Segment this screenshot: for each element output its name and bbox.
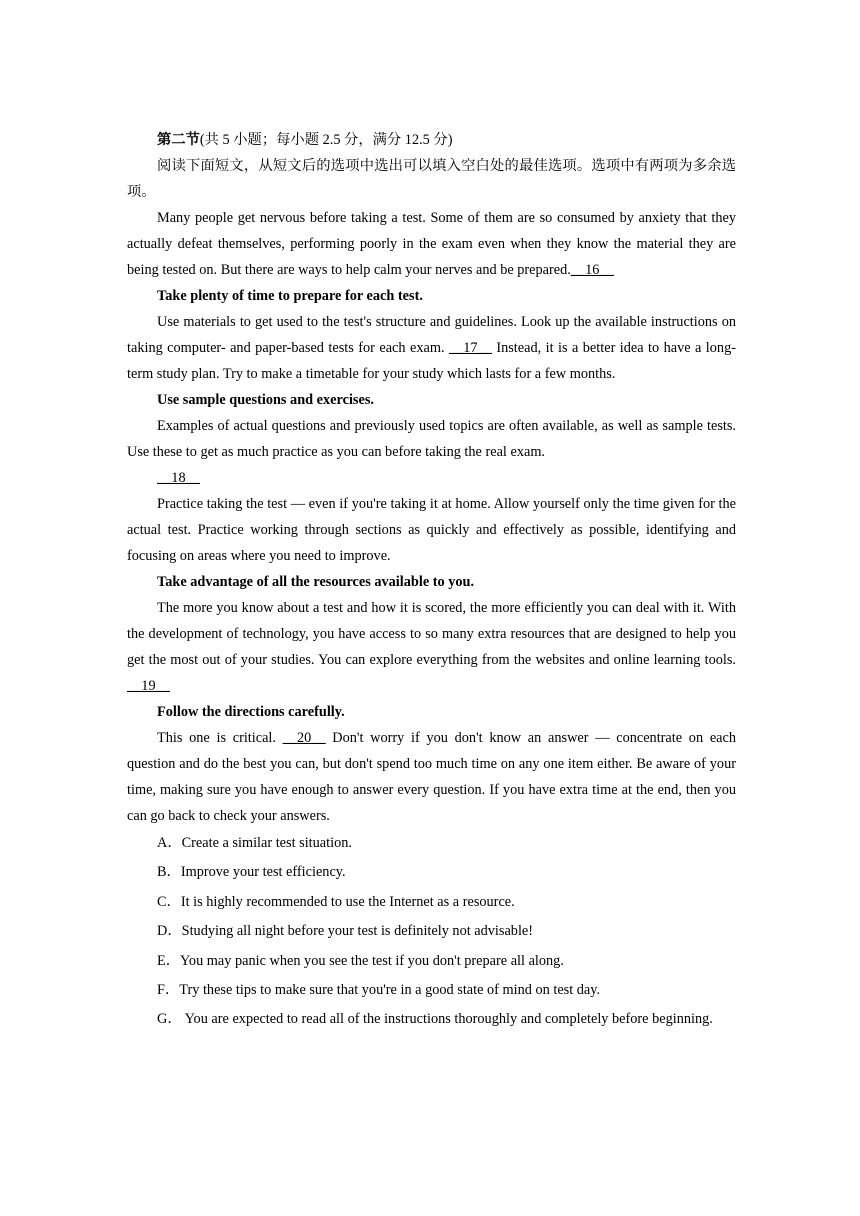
- section-directions: 阅读下面短文，从短文后的选项中选出可以填入空白处的最佳选项。选项中有两项为多余选项。: [127, 158, 736, 200]
- paragraph-2-text-a: Use materials to get used to the test's structure and guidelines. Look up the available instructions on taking computer- and paper-based tests for each exam.: [127, 314, 736, 356]
- blank-19: __19__: [127, 678, 170, 694]
- passage-paragraph-6: [127, 725, 736, 829]
- option-e: E．You may panic when you see the test if you don't prepare all along.: [157, 952, 564, 969]
- passage-paragraph-5: [127, 595, 736, 699]
- subheading-prepare: Take plenty of time to prepare for each test.: [157, 288, 423, 304]
- passage-paragraph-3: Examples of actual questions and previously used topics are often available, as well as sample tests. Use these to get as much practice as you can before taking the real exam.: [127, 418, 736, 460]
- subheading-directions: Follow the directions carefully.: [157, 704, 345, 720]
- subheading-sample-questions: Use sample questions and exercises.: [157, 392, 374, 408]
- blank-18: __18__: [157, 470, 200, 486]
- option-a: A．Create a similar test situation.: [157, 835, 352, 851]
- document-page: [127, 127, 736, 1032]
- passage-paragraph-2: [127, 309, 736, 387]
- blank-20: __20__: [282, 730, 326, 746]
- blank-16: __16__: [570, 262, 614, 278]
- option-b: B．Improve your test efficiency.: [157, 864, 346, 881]
- paragraph-6-text-a: This one is critical.: [157, 730, 283, 746]
- section-heading: [127, 127, 736, 153]
- passage-paragraph-1: [127, 205, 736, 283]
- passage-paragraph-4: Practice taking the test — even if you're taking it at home. Allow yourself only the time given for the actual test. Practice working through sections as quickly and effectively as possible, identifying and focusing on areas where you need to improve.: [127, 496, 736, 564]
- option-c: C．It is highly recommended to use the Internet as a resource.: [157, 893, 515, 910]
- option-d: D．Studying all night before your test is definitely not advisable!: [157, 923, 534, 940]
- paragraph-6-text-b: Don't worry if you don't know an answer — concentrate on each question and do the best you can, but don't spend too much time on any one item either. Be aware of your time, making sure you have enough to answer every question. If you have extra time at the end, then you can go back to check your answers.: [127, 730, 736, 824]
- blank-17: __17__: [448, 340, 492, 356]
- options-list: [127, 830, 736, 1032]
- option-g: G． You are expected to read all of the instructions thoroughly and completely before beginning.: [157, 1011, 713, 1028]
- subheading-resources: Take advantage of all the resources available to you.: [157, 574, 475, 590]
- option-f: F．Try these tips to make sure that you're in a good state of mind on test day.: [157, 981, 601, 998]
- blank-18-line: [127, 465, 736, 491]
- paragraph-1-text: Many people get nervous before taking a test. Some of them are so consumed by anxiety that they actually defeat themselves, performing poorly in the exam even when they know the material they are being tested on. But there are ways to help calm your nerves and be prepared.: [127, 210, 736, 278]
- paragraph-2-text-b: Instead, it is a better idea to have a long-term study plan. Try to make a timetable for your study which lasts for a few months.: [127, 340, 736, 382]
- paragraph-5-text: The more you know about a test and how it is scored, the more efficiently you can deal with it. With the development of technology, you have access to so many extra resources that are designed to help you get the most out of your studies. You can explore everything from the websites and online learning tools.: [127, 600, 736, 668]
- section-heading-rest: (共 5 小题；每小题 2.5 分，满分 12.5 分): [199, 132, 453, 148]
- section-heading-bold: 第二节: [157, 132, 200, 148]
